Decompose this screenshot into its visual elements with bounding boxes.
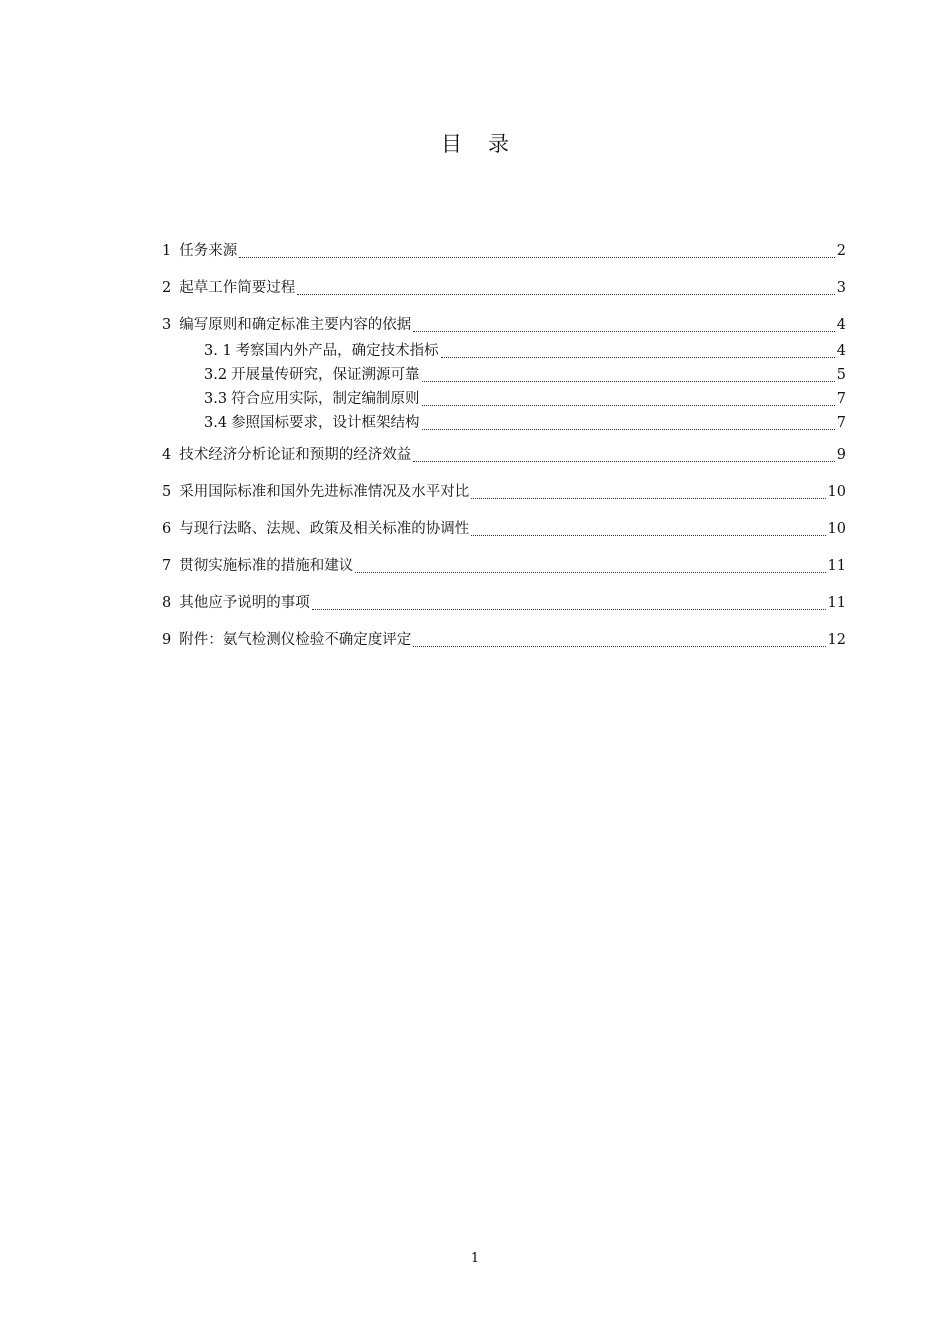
toc-page: 10 xyxy=(827,521,846,537)
dot-leader xyxy=(413,636,825,647)
dot-leader xyxy=(312,599,826,610)
toc-page: 11 xyxy=(827,595,846,611)
toc-number: 3. 1 xyxy=(204,343,232,359)
toc-entry-3-4[interactable] xyxy=(162,412,846,434)
toc-entry-3[interactable] xyxy=(162,314,846,336)
toc-entry-8[interactable] xyxy=(162,592,846,614)
dot-leader xyxy=(413,451,835,462)
dot-leader xyxy=(471,525,825,536)
toc-title: 任务来源 xyxy=(179,243,238,259)
toc-page: 7 xyxy=(836,391,846,407)
dot-leader xyxy=(422,419,835,430)
toc-entry-1[interactable] xyxy=(162,240,846,262)
toc-number: 3.4 xyxy=(204,415,228,431)
dot-leader xyxy=(355,562,825,573)
toc-number: 9 xyxy=(162,632,172,648)
toc-page: 4 xyxy=(836,343,846,359)
toc-page: 4 xyxy=(836,317,846,333)
dot-leader xyxy=(297,284,835,295)
toc-page: 12 xyxy=(827,632,846,648)
toc-number: 2 xyxy=(162,280,172,296)
dot-leader xyxy=(422,395,835,406)
toc-title: 附件：氨气检测仪检验不确定度评定 xyxy=(179,632,412,648)
toc-title: 贯彻实施标准的措施和建议 xyxy=(179,558,354,574)
toc-title: 与现行法略、法规、政策及相关标准的协调性 xyxy=(179,521,470,537)
toc-number: 5 xyxy=(162,484,172,500)
page-title: 目录 xyxy=(441,132,535,156)
toc-entry-7[interactable] xyxy=(162,555,846,577)
toc-number: 3.3 xyxy=(204,391,228,407)
toc-number: 8 xyxy=(162,595,172,611)
toc-entry-3-3[interactable] xyxy=(162,388,846,410)
toc-title: 符合应用实际，制定编制原则 xyxy=(231,391,420,407)
toc-title: 采用国际标准和国外先进标准情况及水平对比 xyxy=(179,484,470,500)
dot-leader xyxy=(471,488,825,499)
dot-leader xyxy=(441,347,835,358)
toc-page: 3 xyxy=(836,280,846,296)
toc-title: 考察国内外产品，确定技术指标 xyxy=(235,343,439,359)
toc-entry-5[interactable] xyxy=(162,481,846,503)
toc-entry-3-2[interactable] xyxy=(162,364,846,386)
toc-number: 1 xyxy=(162,243,172,259)
toc-title: 参照国标要求，设计框架结构 xyxy=(231,415,420,431)
toc-entry-4[interactable] xyxy=(162,444,846,466)
toc-entry-9[interactable] xyxy=(162,629,846,651)
page-number: 1 xyxy=(470,1251,480,1266)
dot-leader xyxy=(239,247,835,258)
dot-leader xyxy=(422,371,835,382)
toc-title: 其他应予说明的事项 xyxy=(179,595,310,611)
toc-number: 7 xyxy=(162,558,172,574)
toc-title: 开展量传研究，保证溯源可靠 xyxy=(231,367,420,383)
toc-entry-2[interactable] xyxy=(162,277,846,299)
toc-entry-3-1[interactable] xyxy=(162,340,846,362)
toc-page: 10 xyxy=(827,484,846,500)
toc-page: 5 xyxy=(836,367,846,383)
toc-number: 3 xyxy=(162,317,172,333)
toc-page: 2 xyxy=(836,243,846,259)
dot-leader xyxy=(413,321,835,332)
toc-page: 9 xyxy=(836,447,846,463)
toc-title: 编写原则和确定标准主要内容的依据 xyxy=(179,317,412,333)
toc-number: 4 xyxy=(162,447,172,463)
toc-title: 起草工作简要过程 xyxy=(179,280,296,296)
toc-number: 6 xyxy=(162,521,172,537)
toc-entry-6[interactable] xyxy=(162,518,846,540)
table-of-contents xyxy=(162,240,846,666)
toc-title: 技术经济分析论证和预期的经济效益 xyxy=(179,447,412,463)
toc-page: 7 xyxy=(836,415,846,431)
toc-page: 11 xyxy=(827,558,846,574)
toc-number: 3.2 xyxy=(204,367,228,383)
